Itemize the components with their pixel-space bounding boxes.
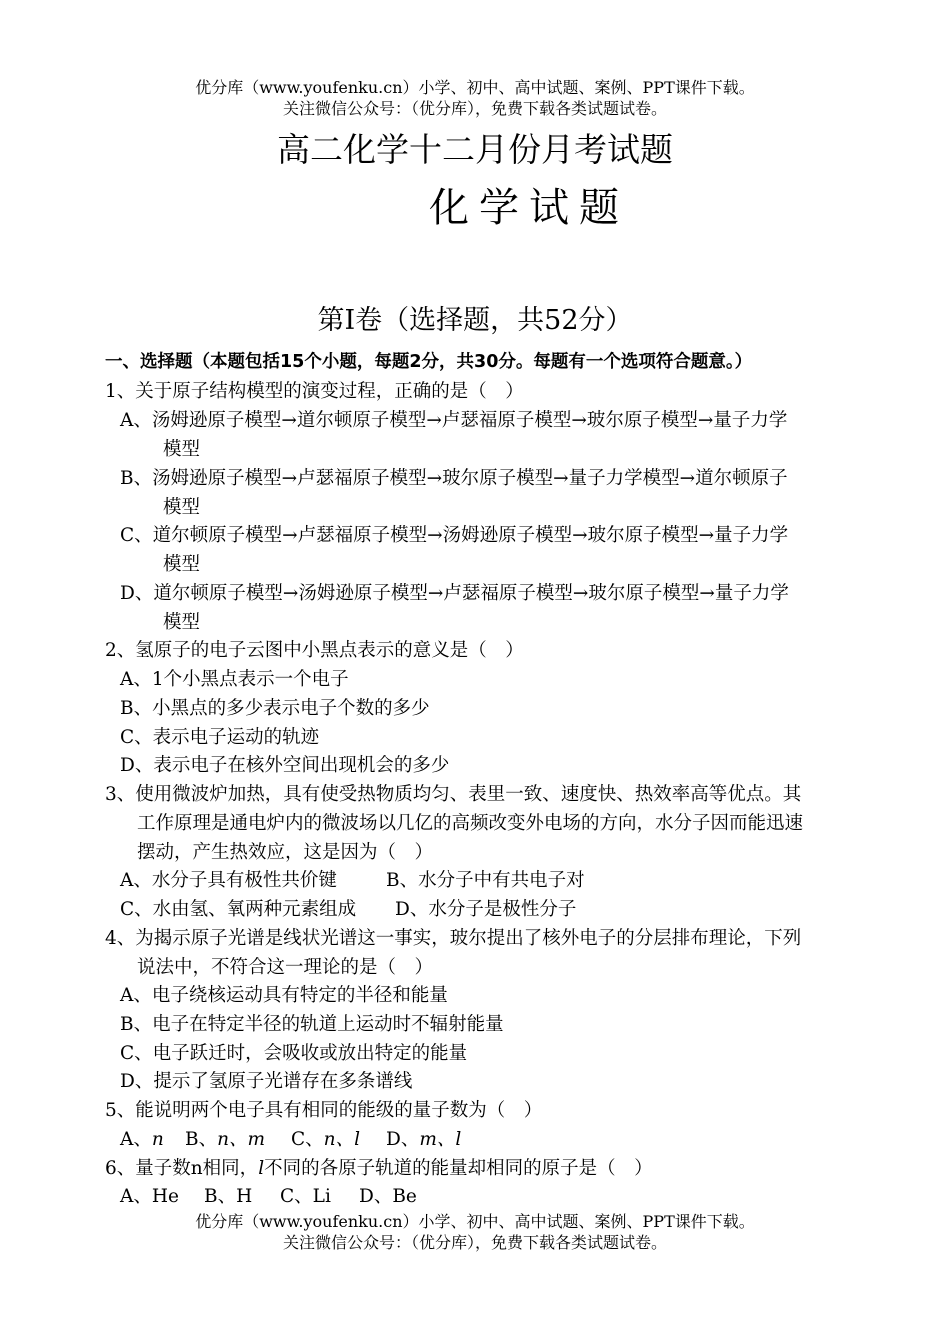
header-line-1: 优分库（www.youfenku.cn）小学、初中、高中试题、案例、PPT课件下载。 — [195, 78, 755, 97]
question-3-stem-2: 工作原理是通电炉内的微波场以几亿的高频改变外电场的方向，水分子因而能迅速 — [137, 813, 804, 834]
question-1-option-a-cont: 模型 — [163, 439, 201, 460]
question-5-option-a — [120, 1127, 164, 1153]
question-1-option-c-cont: 模型 — [163, 554, 201, 575]
question-2-option-a: A、1个小黑点表示一个电子 — [120, 669, 349, 690]
question-1-option-b-cont: 模型 — [163, 497, 201, 518]
question-6-option-c: C、Li — [280, 1186, 331, 1207]
question-6-option-a: A、He — [120, 1186, 179, 1207]
question-6-option-d: D、Be — [359, 1186, 417, 1207]
question-6-stem-l: l — [258, 1158, 265, 1179]
footer-line-1: 优分库（www.youfenku.cn）小学、初中、高中试题、案例、PPT课件下载。 — [195, 1212, 755, 1231]
question-5-option-d — [386, 1127, 461, 1153]
exam-title: 高二化学十二月份月考试题 — [277, 130, 673, 169]
question-2-stem: 2、氢原子的电子云图中小黑点表示的意义是（ ） — [105, 640, 524, 661]
question-3-stem-3: 摆动，产生热效应，这是因为（ ） — [137, 842, 434, 863]
question-5-option-b — [185, 1127, 265, 1153]
question-6-stem — [105, 1156, 653, 1182]
question-5-option-c — [291, 1127, 360, 1153]
option-d-value: m、l — [419, 1129, 462, 1150]
question-6-option-b: B、H — [204, 1186, 253, 1207]
question-5-stem: 5、能说明两个电子具有相同的能级的量子数为（ ） — [105, 1100, 543, 1121]
question-1-option-d: D、道尔顿原子模型→汤姆逊原子模型→卢瑟福原子模型→玻尔原子模型→量子力学 — [120, 583, 789, 604]
question-4-option-b: B、电子在特定半径的轨道上运动时不辐射能量 — [120, 1014, 504, 1035]
option-c-label: C、 — [291, 1129, 324, 1150]
question-3-stem-1: 3、使用微波炉加热，具有使受热物质均匀、表里一致、速度快、热效率高等优点。其 — [105, 784, 802, 805]
question-4-option-c: C、电子跃迁时，会吸收或放出特定的能量 — [120, 1043, 468, 1064]
question-3-option-a: A、水分子具有极性共价键 — [120, 870, 337, 891]
question-2-option-c: C、表示电子运动的轨迹 — [120, 727, 320, 748]
question-3-option-c: C、水由氢、氧两种元素组成 — [120, 899, 357, 920]
question-3-option-d: D、水分子是极性分子 — [395, 899, 577, 920]
option-d-label: D、 — [386, 1129, 420, 1150]
option-a-value: n — [151, 1129, 164, 1150]
option-a-label: A、 — [120, 1129, 152, 1150]
question-4-option-a: A、电子绕核运动具有特定的半径和能量 — [120, 985, 448, 1006]
section-title: 一、选择题（本题包括15个小题，每题2分，共30分。每题有一个选项符合题意。） — [105, 352, 753, 372]
question-2-option-d: D、表示电子在核外空间出现机会的多少 — [120, 755, 450, 776]
option-b-label: B、 — [185, 1129, 218, 1150]
question-1-stem: 1、关于原子结构模型的演变过程，正确的是（ ） — [105, 381, 524, 402]
question-2-option-b: B、小黑点的多少表示电子个数的多少 — [120, 698, 430, 719]
question-1-option-d-cont: 模型 — [163, 612, 201, 633]
question-4-stem-2: 说法中，不符合这一理论的是（ ） — [137, 957, 434, 978]
option-c-value: n、l — [323, 1129, 360, 1150]
question-1-option-a: A、汤姆逊原子模型→道尔顿原子模型→卢瑟福原子模型→玻尔原子模型→量子力学 — [120, 410, 788, 431]
question-6-stem-b: 不同的各原子轨道的能量却相同的原子是（ ） — [264, 1158, 653, 1179]
question-1-option-b: B、汤姆逊原子模型→卢瑟福原子模型→玻尔原子模型→量子力学模型→道尔顿原子 — [120, 468, 788, 489]
option-b-value: n、m — [217, 1129, 266, 1150]
question-6-stem-a: 6、量子数n相同， — [105, 1158, 259, 1179]
header-line-2: 关注微信公众号：（优分库），免费下载各类试题试卷。 — [282, 99, 667, 118]
question-4-stem-1: 4、为揭示原子光谱是线状光谱这一事实，玻尔提出了核外电子的分层排布理论，下列 — [105, 928, 802, 949]
question-4-option-d: D、提示了氢原子光谱存在多条谱线 — [120, 1071, 413, 1092]
exam-subtitle: 化学试题 — [429, 185, 629, 231]
volume-title: 第Ⅰ卷（选择题，共52分） — [317, 305, 633, 336]
question-1-option-c: C、道尔顿原子模型→卢瑟福原子模型→汤姆逊原子模型→玻尔原子模型→量子力学 — [120, 525, 789, 546]
footer-line-2: 关注微信公众号：（优分库），免费下载各类试题试卷。 — [282, 1233, 667, 1252]
question-3-option-b: B、水分子中有共电子对 — [386, 870, 585, 891]
